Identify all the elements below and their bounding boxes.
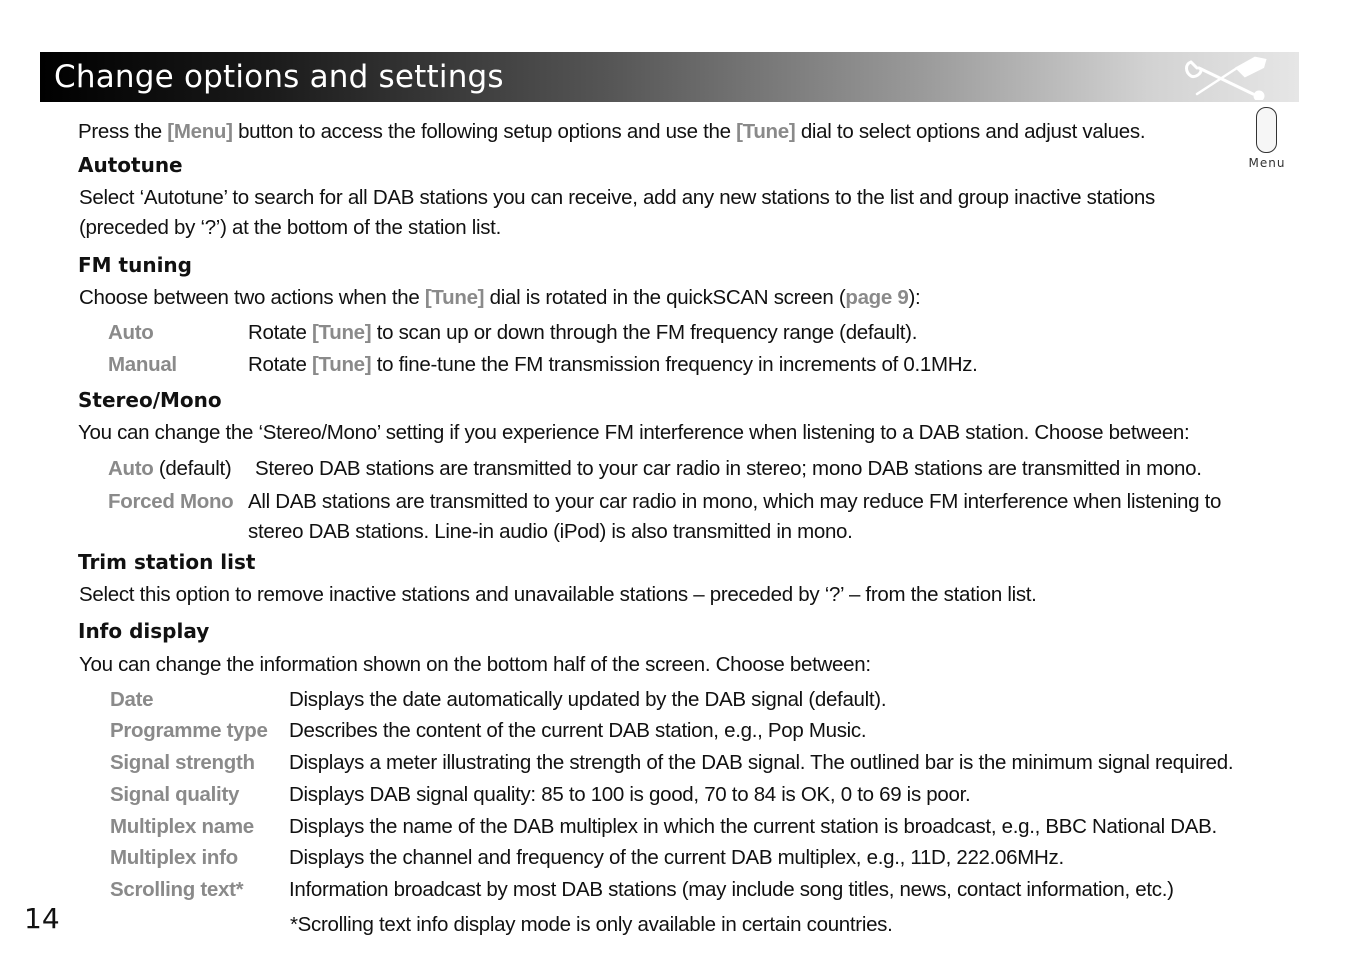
menu-button-illustration (1248, 107, 1286, 170)
trim-station-list-heading: Trim station list (78, 550, 256, 574)
page-number: 14 (24, 902, 60, 935)
info-row-term: Signal strength (110, 751, 255, 774)
fm-option-manual-desc: Rotate [Tune] to fine-tune the FM transmission frequency in increments of 0.1MHz. (248, 353, 978, 376)
fm-option-auto-term: Auto (108, 321, 154, 344)
tune-key: [Tune] (736, 120, 796, 143)
stereo-option-forced-term: Forced Mono (108, 490, 234, 513)
info-row-term: Date (110, 688, 154, 711)
info-display-intro: You can change the information shown on the bottom half of the screen. Choose between: (79, 653, 871, 676)
info-row-term: Multiplex info (110, 846, 238, 869)
info-row-desc: Displays a meter illustrating the strength of the DAB signal. The outlined bar is the minimum signal required. (289, 751, 1234, 774)
fm-tuning-heading: FM tuning (78, 253, 192, 277)
info-row-term: Scrolling text* (110, 878, 244, 901)
menu-key: [Menu] (167, 120, 233, 143)
autotune-heading: Autotune (78, 153, 183, 177)
intro-text: Press the [Menu] button to access the following setup options and use the [Tune] dial to select options and adjust values. (78, 120, 1146, 143)
info-row-term: Programme type (110, 719, 268, 742)
stereo-mono-intro: You can change the ‘Stereo/Mono’ setting if you experience FM interference when listening to a DAB station. Choose between: (78, 421, 1190, 444)
stereo-mono-heading: Stereo/Mono (78, 388, 222, 412)
section-banner (40, 52, 1299, 102)
info-row-desc: Information broadcast by most DAB stations (may include song titles, news, contact information, etc.) (289, 878, 1174, 901)
info-row-term: Multiplex name (110, 815, 254, 838)
fm-option-manual-term: Manual (108, 353, 177, 376)
trim-station-list-text: Select this option to remove inactive stations and unavailable stations – preceded by ‘?’ – from the station list. (79, 583, 1037, 606)
info-row-desc: Displays DAB signal quality: 85 to 100 is good, 70 to 84 is OK, 0 to 69 is poor. (289, 783, 971, 806)
page-title: Change options and settings (54, 59, 504, 95)
stereo-option-forced-desc-line1: All DAB stations are transmitted to your car radio in mono, which may reduce FM interference when listening to (248, 490, 1222, 513)
menu-knob-icon (1256, 107, 1277, 153)
page-reference: page 9 (845, 286, 909, 309)
stereo-option-auto-desc: Stereo DAB stations are transmitted to your car radio in stereo; mono DAB stations are transmitted in mono. (255, 457, 1202, 480)
fm-option-auto-desc: Rotate [Tune] to scan up or down through the FM frequency range (default). (248, 321, 918, 344)
tools-icon (1179, 54, 1275, 100)
tune-key: [Tune] (424, 286, 485, 309)
info-row-desc: Displays the channel and frequency of the current DAB multiplex, e.g., 11D, 222.06MHz. (289, 846, 1064, 869)
info-row-desc: Displays the date automatically updated by the DAB signal (default). (289, 688, 887, 711)
fm-tuning-intro: Choose between two actions when the [Tune] dial is rotated in the quickSCAN screen (page 9): (79, 286, 921, 309)
footnote: *Scrolling text info display mode is only available in certain countries. (290, 913, 893, 936)
autotune-text-line1: Select ‘Autotune’ to search for all DAB stations you can receive, add any new stations to the list and group inactive stations (79, 186, 1155, 209)
info-display-heading: Info display (78, 619, 210, 643)
menu-caption: Menu (1248, 156, 1286, 170)
info-row-term: Signal quality (110, 783, 240, 806)
autotune-text-line2: (preceded by ‘?’) at the bottom of the station list. (79, 216, 501, 239)
stereo-option-auto-term: Auto (default) (108, 457, 232, 480)
stereo-option-forced-desc-line2: stereo DAB stations. Line-in audio (iPod) is also transmitted in mono. (248, 520, 853, 543)
info-row-desc: Describes the content of the current DAB station, e.g., Pop Music. (289, 719, 867, 742)
info-row-desc: Displays the name of the DAB multiplex in which the current station is broadcast, e.g., BBC National DAB. (289, 815, 1217, 838)
